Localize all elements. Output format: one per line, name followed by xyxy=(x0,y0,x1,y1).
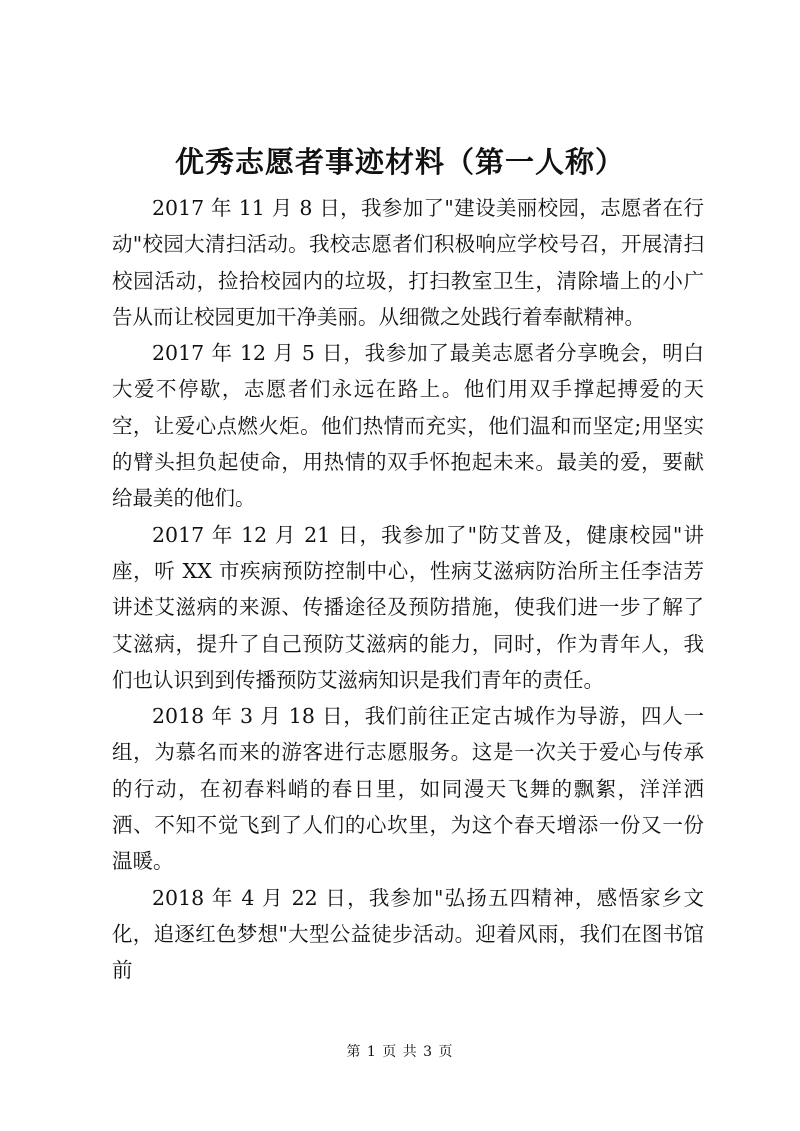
paragraph-4: 2018 年 3 月 18 日，我们前往正定古城作为导游，四人一组，为慕名而来的游客进行志愿服务。这是一次关于爱心与传承的行动，在初春料峭的春日里，如同漫天飞舞的飘絮，洋洋洒洒、不知不觉飞到了人们的心坎里，为这个春天增添一份又一份温暖。 xyxy=(112,704,704,874)
paragraph-1: 2017 年 11 月 8 日，我参加了"建设美丽校园，志愿者在行动"校园大清扫活动。我校志愿者们积极响应学校号召，开展清扫校园活动，捡拾校园内的垃圾，打扫教室卫生，清除墙上的小广告从而让校园更加干净美丽。从细微之处践行着奉献精神。 xyxy=(112,196,704,329)
document-title: 优秀志愿者事迹材料（第一人称） xyxy=(174,145,625,179)
paragraph-2: 2017 年 12 月 5 日，我参加了最美志愿者分享晚会，明白大爱不停歇，志愿者们永远在路上。他们用双手撑起搏爱的天空，让爱心点燃火炬。他们热情而充实，他们温和而坚定;用坚实的臂头担负起使命，用热情的双手怀抱起未来。最美的爱，要献给最美的他们。 xyxy=(112,341,704,511)
page-footer: 第 1 页 共 3 页 xyxy=(346,1044,454,1060)
paragraph-3: 2017 年 12 月 21 日，我参加了"防艾普及，健康校园"讲座，听 XX 市疾病预防控制中心，性病艾滋病防治所主任李洁芳讲述艾滋病的来源、传播途径及预防措施，使我们进一步了解了艾滋病，提升了自己预防艾滋病的能力，同时，作为青年人，我们也认识到到传播预防艾滋病知识是我们青年的责任。 xyxy=(112,522,704,692)
document-body xyxy=(112,190,704,989)
paragraph-5: 2018 年 4 月 22 日，我参加"弘扬五四精神，感悟家乡文化，追逐红色梦想"大型公益徒步活动。迎着风雨，我们在图书馆前 xyxy=(112,885,704,983)
